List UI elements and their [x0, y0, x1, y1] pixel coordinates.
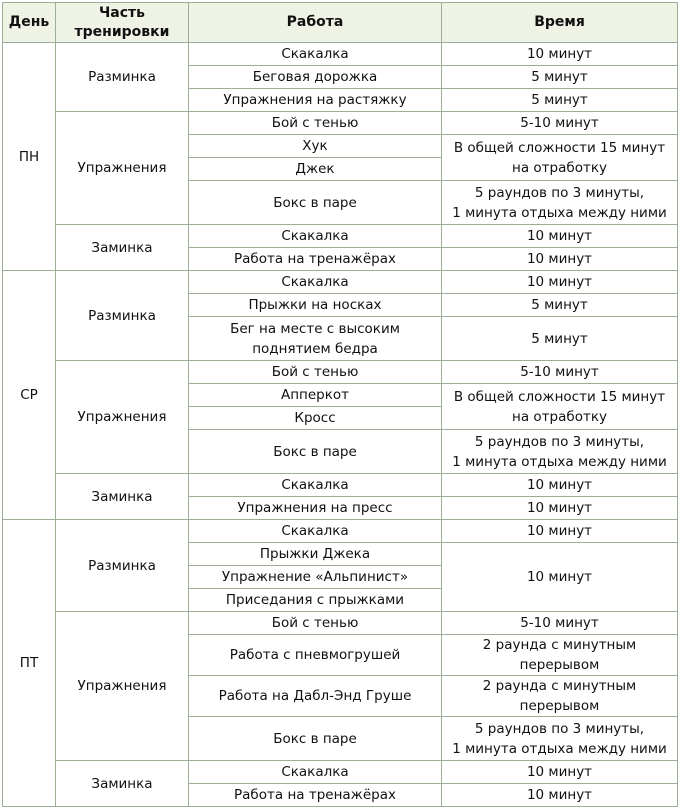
time-cell: 10 минут — [442, 248, 678, 271]
work-cell: Бокс в паре — [189, 430, 442, 474]
header-work: Работа — [189, 3, 442, 43]
time-cell: 10 минут — [442, 497, 678, 520]
work-cell: Работа с пневмогрушей — [189, 635, 442, 676]
time-cell: 2 раунда с минутным перерывом — [442, 676, 678, 717]
section-cell: Упражнения — [56, 612, 189, 761]
section-cell: Заминка — [56, 761, 189, 807]
section-cell: Разминка — [56, 43, 189, 112]
header-part: Часть тренировки — [56, 3, 189, 43]
work-cell: Приседания с прыжками — [189, 589, 442, 612]
table-row — [3, 112, 678, 135]
header-row — [3, 3, 678, 43]
table-row — [3, 271, 678, 294]
work-cell: Апперкот — [189, 384, 442, 407]
work-cell: Упражнения на пресс — [189, 497, 442, 520]
work-cell: Прыжки Джека — [189, 543, 442, 566]
work-cell: Скакалка — [189, 225, 442, 248]
time-cell: 5 минут — [442, 317, 678, 361]
section-cell: Разминка — [56, 520, 189, 612]
work-cell: Скакалка — [189, 520, 442, 543]
section-cell: Упражнения — [56, 361, 189, 474]
section-cell: Заминка — [56, 474, 189, 520]
time-cell: 10 минут — [442, 474, 678, 497]
work-cell: Прыжки на носках — [189, 294, 442, 317]
work-cell: Бой с тенью — [189, 361, 442, 384]
work-cell: Бег на месте с высоким поднятием бедра — [189, 317, 442, 361]
work-cell: Кросс — [189, 407, 442, 430]
time-cell: 5 раундов по 3 минуты, 1 минута отдыха между ними — [442, 717, 678, 761]
time-cell: 2 раунда с минутным перерывом — [442, 635, 678, 676]
time-cell: 10 минут — [442, 784, 678, 807]
time-cell: 10 минут — [442, 43, 678, 66]
time-cell: 5 раундов по 3 минуты, 1 минута отдыха между ними — [442, 430, 678, 474]
section-cell: Заминка — [56, 225, 189, 271]
work-cell: Работа на тренажёрах — [189, 248, 442, 271]
table-row — [3, 761, 678, 784]
table-row — [3, 225, 678, 248]
work-cell: Упражнение «Альпинист» — [189, 566, 442, 589]
work-cell: Работа на тренажёрах — [189, 784, 442, 807]
section-cell: Упражнения — [56, 112, 189, 225]
time-cell: 5 минут — [442, 89, 678, 112]
work-cell: Бокс в паре — [189, 717, 442, 761]
table-row — [3, 43, 678, 66]
work-cell: Беговая дорожка — [189, 66, 442, 89]
training-schedule-table — [2, 2, 678, 807]
time-cell: 10 минут — [442, 761, 678, 784]
day-cell: ПТ — [3, 520, 56, 807]
header-time: Время — [442, 3, 678, 43]
work-cell: Работа на Дабл-Энд Груше — [189, 676, 442, 717]
work-cell: Бой с тенью — [189, 612, 442, 635]
time-cell: 5-10 минут — [442, 361, 678, 384]
work-cell: Бокс в паре — [189, 181, 442, 225]
time-cell: 10 минут — [442, 225, 678, 248]
section-cell: Разминка — [56, 271, 189, 361]
time-cell: 10 минут — [442, 543, 678, 612]
work-cell: Упражнения на растяжку — [189, 89, 442, 112]
work-cell: Бой с тенью — [189, 112, 442, 135]
time-cell: В общей сложности 15 минут на отработку — [442, 135, 678, 181]
work-cell: Скакалка — [189, 43, 442, 66]
header-day: День — [3, 3, 56, 43]
work-cell: Скакалка — [189, 761, 442, 784]
work-cell: Скакалка — [189, 271, 442, 294]
work-cell: Скакалка — [189, 474, 442, 497]
time-cell: 10 минут — [442, 520, 678, 543]
day-cell: СР — [3, 271, 56, 520]
time-cell: 5 раундов по 3 минуты, 1 минута отдыха между ними — [442, 181, 678, 225]
time-cell: 5-10 минут — [442, 112, 678, 135]
table-row — [3, 474, 678, 497]
day-cell: ПН — [3, 43, 56, 271]
work-cell: Хук — [189, 135, 442, 158]
table-row — [3, 612, 678, 635]
table-row — [3, 361, 678, 384]
time-cell: 5 минут — [442, 294, 678, 317]
time-cell: 10 минут — [442, 271, 678, 294]
table-row — [3, 520, 678, 543]
work-cell: Джек — [189, 158, 442, 181]
time-cell: 5 минут — [442, 66, 678, 89]
time-cell: В общей сложности 15 минут на отработку — [442, 384, 678, 430]
time-cell: 5-10 минут — [442, 612, 678, 635]
